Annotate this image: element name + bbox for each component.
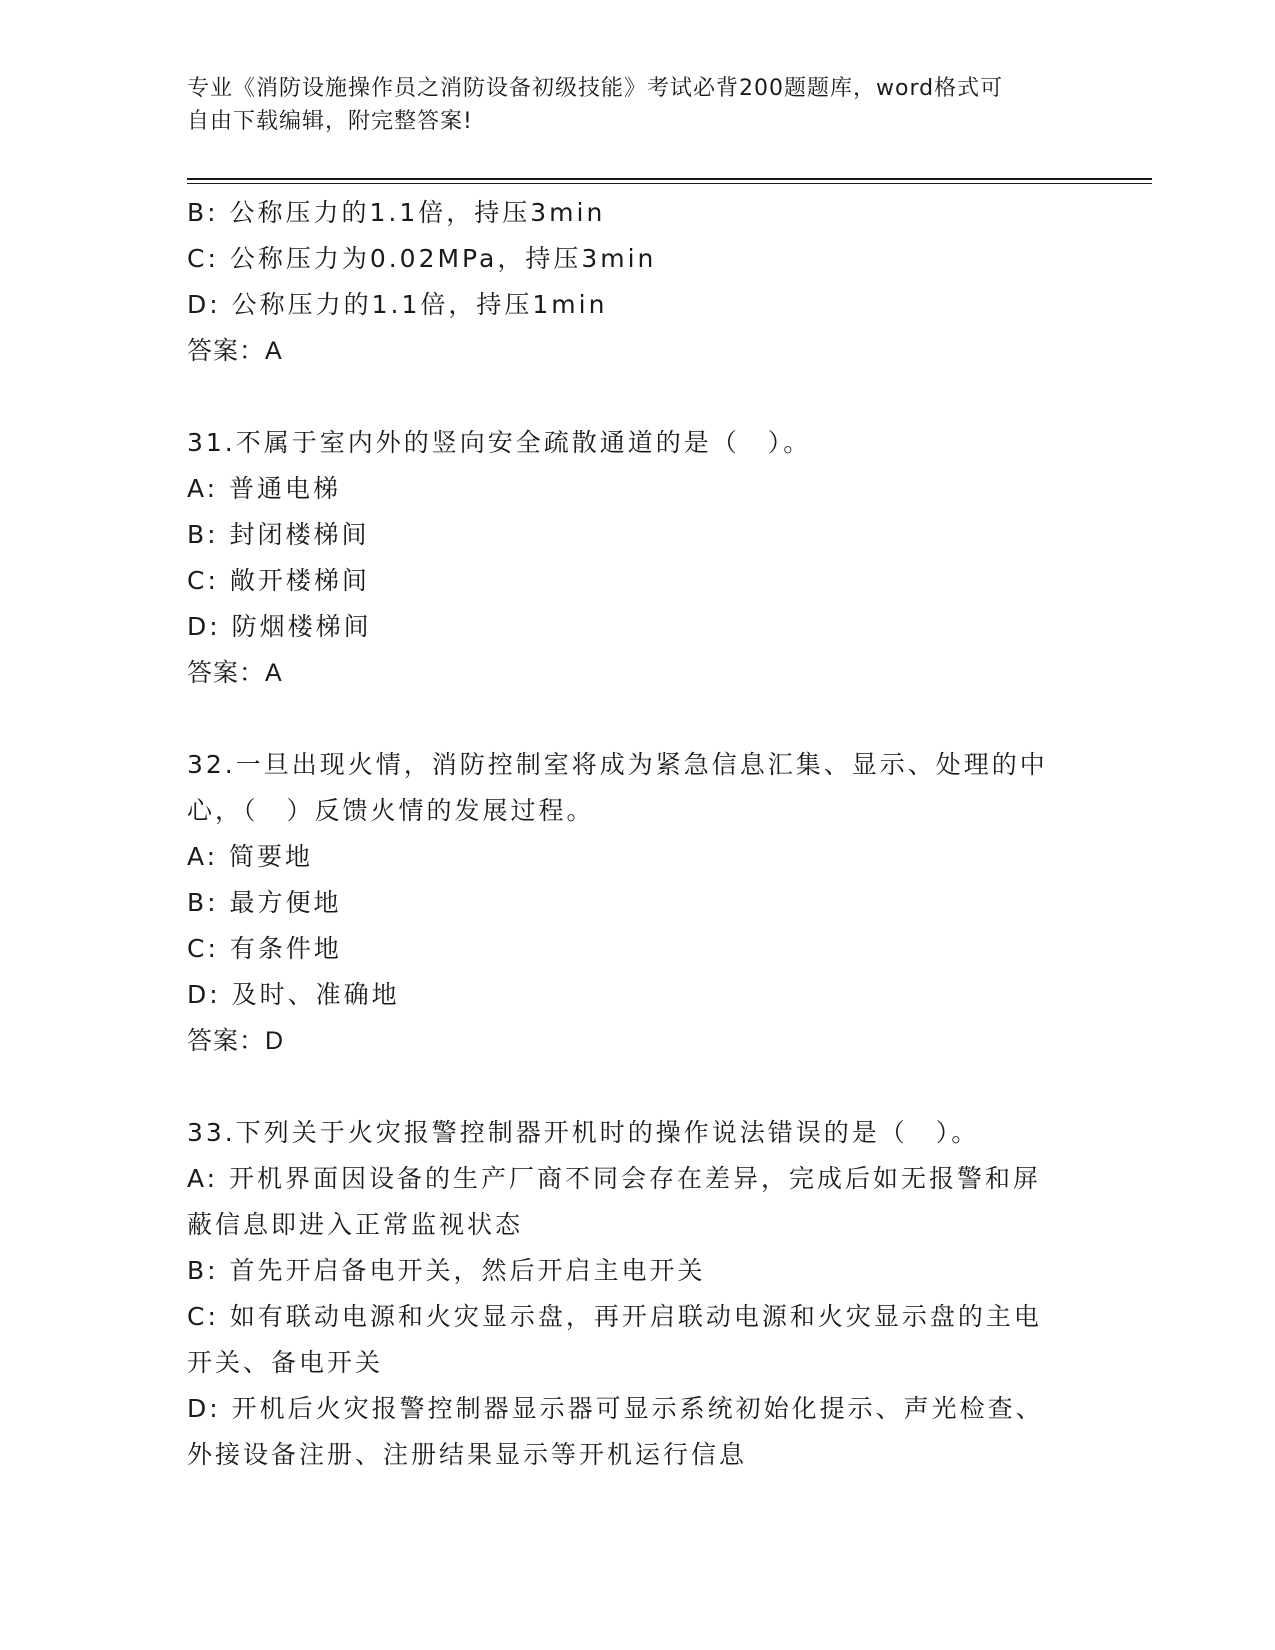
spacer (187, 696, 1087, 742)
question-stem: 33.下列关于火灾报警控制器开机时的操作说法错误的是（ ）。 (187, 1118, 980, 1147)
option-c: C: 敞开楼梯间 (187, 566, 370, 595)
option-a: A: 普通电梯 (187, 474, 342, 503)
header-line-1: 专业《消防设施操作员之消防设备初级技能》考试必背200题题库，word格式可 (187, 76, 1004, 101)
option-c-line-1: C: 如有联动电源和火灾显示盘，再开启联动电源和火灾显示盘的主电 (187, 1302, 1042, 1331)
header-line-2: 自由下载编辑，附完整答案! (187, 109, 473, 134)
option-c: C: 公称压力为0.02MPa，持压3min (187, 244, 657, 273)
prev-question (187, 190, 1087, 374)
option-d: D: 公称压力的1.1倍，持压1min (187, 290, 608, 319)
answer: 答案：A (187, 659, 283, 687)
option-d: D: 及时、准确地 (187, 980, 400, 1009)
question-31 (187, 420, 1087, 696)
option-b: B: 封闭楼梯间 (187, 520, 370, 549)
option-a-line-1: A: 开机界面因设备的生产厂商不同会存在差异，完成后如无报警和屏 (187, 1164, 1042, 1193)
question-list (187, 190, 1087, 1478)
answer: 答案：A (187, 337, 283, 365)
question-stem: 31.不属于室内外的竖向安全疏散通道的是（ ）。 (187, 428, 812, 457)
document-header (187, 72, 1067, 138)
option-b: B: 公称压力的1.1倍，持压3min (187, 198, 606, 227)
option-c-line-2: 开关、备电开关 (187, 1348, 384, 1377)
question-stem-line-2: 心，（ ）反馈火情的发展过程。 (187, 796, 595, 825)
option-b: B: 首先开启备电开关，然后开启主电开关 (187, 1256, 706, 1285)
option-b: B: 最方便地 (187, 888, 342, 917)
option-d-line-2: 外接设备注册、注册结果显示等开机运行信息 (187, 1440, 748, 1469)
question-stem-line-1: 32.一旦出现火情，消防控制室将成为紧急信息汇集、显示、处理的中 (187, 750, 1048, 779)
header-divider-thin (187, 183, 1152, 184)
answer: 答案：D (187, 1027, 285, 1055)
spacer (187, 374, 1087, 420)
option-c: C: 有条件地 (187, 934, 342, 963)
spacer (187, 1064, 1087, 1110)
question-33 (187, 1110, 1087, 1478)
option-d: D: 防烟楼梯间 (187, 612, 372, 641)
header-divider-thick (187, 178, 1152, 180)
question-32 (187, 742, 1087, 1064)
option-a: A: 简要地 (187, 842, 314, 871)
option-a-line-2: 蔽信息即进入正常监视状态 (187, 1210, 524, 1239)
option-d-line-1: D: 开机后火灾报警控制器显示器可显示系统初始化提示、声光检查、 (187, 1394, 1044, 1423)
